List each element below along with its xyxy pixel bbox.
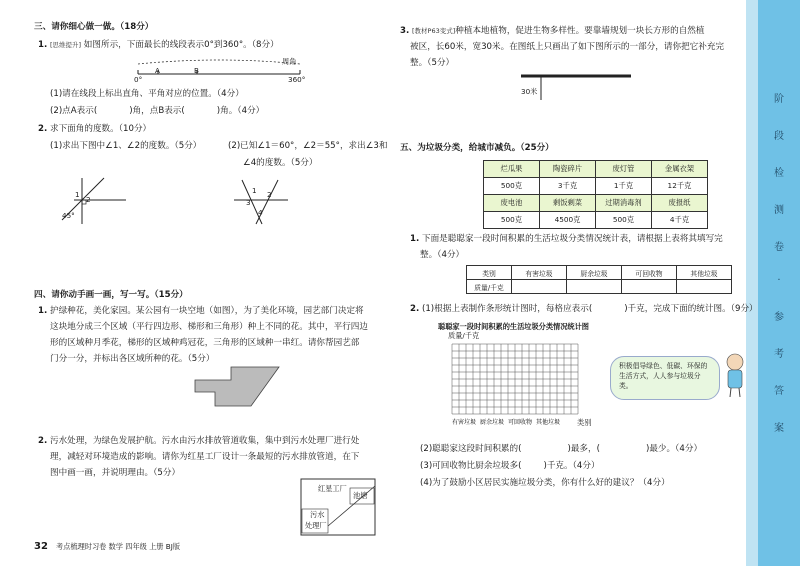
table-cell: 4500克 [540,212,596,229]
fig2-label-3: 3 [246,198,251,207]
side-char: 答 [774,386,784,397]
trash-table [483,160,708,229]
map-plant-label-1: 污水 [310,510,325,519]
s5-q2-part2 [420,444,702,456]
stat-table [466,265,732,294]
table-cell: 500克 [596,212,652,229]
r-q3-line1: 3. [教材P63变式]种植本地植物，促进生物多样性。要靠墙规划一块长方形的自然植 [400,26,705,36]
chart-title: 聪聪家一段时间积累的生活垃圾分类情况统计图 [438,322,589,331]
q2-2-c: )最少。（4分） [645,444,703,454]
table-row-label: 质量/千克 [467,280,512,294]
s4-q1-line1: 1. 护绿种花，美化家园。某公园有一块空地（如图），为了美化环境，园艺部门决定将 [38,306,364,316]
tip-bubble [610,356,720,400]
s4-q2-line3: 图中画一画，并说明理由。（5分） [50,468,181,478]
q1-part1: (1)请在线段上标出直角、平角对应的位置。（4分） [50,89,244,99]
chart-y-label: 质量/千克 [448,331,480,340]
mascot-figure [722,352,748,398]
q2-2-a: (2)聪聪家这段时间积累的( [420,444,522,454]
table-row [484,195,708,212]
section4-heading: 四、请你动手画一画，写一写。（15分） [34,290,188,300]
s3-q1: 1. [思维提升] 如图所示，下面最长的线段表示0°到360°。（8分） [38,40,279,50]
table-header-cell: 其他垃圾 [677,266,732,280]
side-char: 卷 [774,242,784,253]
garden-plot-shape [193,362,283,412]
s4-q2-line2: 理，减轻对环境造成的影响。请你为红星工厂设计一条最短的污水排放管道，在下 [50,452,360,462]
q2-part2-line2: ∠4的度数。（5分） [243,158,318,168]
side-band-light [746,0,758,566]
s5-q2-line1: 2. (1)根据上表制作条形统计图时，每格应表示( )千克，完成下面的统计图。（9分） [410,304,758,314]
table-cell: 金属衣架 [652,161,708,178]
angle-figure-2 [232,178,290,226]
r-q3-line3: 整。（5分） [410,58,455,68]
q3-text1: 种植本地植物，促进生物多样性。要靠墙规划一块长方形的自然植 [455,26,705,36]
table-row [484,178,708,195]
map-plant-label-2: 处理厂 [305,521,327,530]
side-char: 段 [774,131,784,142]
s3-q2: 2. 求下面角的度数。（10分） [38,124,152,134]
s4-q2-text1: 污水处理，为绿色发展护航。污水由污水排放管道收集，集中到污水处理厂进行处 [49,436,360,446]
table-cell: 500克 [484,178,540,195]
r-q3-line2: 被区，长60米，宽30米。在图纸上只画出了如下图所示的一部分，请你把它补充完 [410,42,725,52]
mascot-head [727,354,743,370]
tick-0-label: 0° [134,75,143,84]
s4-q1-text1: 护绿种花，美化家园。某公园有一块空地（如图），为了美化环境，园艺部门决定将 [49,306,364,316]
fig1-label-1: 1 [75,190,80,199]
tick-a-label: A [155,66,160,75]
garden-plot [195,367,279,406]
q2-2-b: )最多，( [567,444,600,454]
mascot-leg [739,388,740,397]
section3-heading: 三、请你细心做一做。（18分） [34,22,154,32]
mascot-body [728,370,742,388]
s4-q2-line1: 2. 污水处理，为绿色发展护航。污水由污水排放管道收集，集中到污水处理厂进行处 [38,436,360,446]
page-number: 32 [34,541,48,552]
table-header-cell: 有害垃圾 [512,266,567,280]
s5-q1-line1: 1. 下面是聪聪家一段时间积累的生活垃圾分类情况统计表，请根据上表将其填写完 [410,234,723,244]
answer-cell[interactable] [567,280,622,294]
table-cell: 4千克 [652,212,708,229]
side-char: 案 [774,423,784,434]
q2-part1: (1)求出下图中∠1、∠2的度数。（5分） [50,141,202,151]
table-header-cell: 厨余垃圾 [567,266,622,280]
q2-text: 求下面角的度数。（10分） [49,124,152,134]
table-cell: 废报纸 [652,195,708,212]
table-row [484,161,708,178]
s5-q1-line2: 整。（4分） [420,250,465,260]
table-cell: 过期消毒剂 [596,195,652,212]
s4-q1-line4: 门分一分，并标出各区域所种的花。（5分） [50,354,215,364]
s4-q1-line2: 这块地分成三个区域（平行四边形、梯形和三角形）种上不同的花。其中，平行四边 [50,322,368,332]
answer-cell[interactable] [512,280,567,294]
x-tick-label: 其他垃圾 [535,419,561,426]
map-pond-label: 池塘 [353,491,368,500]
chart-x-label: 类别 [577,418,592,427]
table-header-cell: 类别 [467,266,512,280]
q3-tag: [教材P63变式] [411,27,456,35]
side-char: 阶 [774,94,784,105]
fig1-label-2: 2 [86,195,91,204]
fig2-label-4: 4 [258,208,263,217]
q1-part2-b: )角，点B表示( [129,106,185,116]
fig2-label-2: 2 [267,190,272,199]
side-char: · [777,275,781,286]
q2-line1-b: )千克，完成下面的统计图。（9分） [624,304,758,314]
side-answer-key-label [770,90,788,434]
x-tick-label: 可回收物 [507,419,533,426]
map-factory-label: 红星工厂 [318,484,347,493]
side-char: 参 [774,312,784,323]
x-tick-label: 厨余垃圾 [479,419,505,426]
q1-part2-a: (2)点A表示( [50,106,98,116]
section5-heading: 五、为垃圾分类，给城市减负。（25分） [400,143,554,153]
answer-cell[interactable] [677,280,732,294]
table-cell: 废电池 [484,195,540,212]
table-cell: 1千克 [596,178,652,195]
table-cell: 废灯管 [596,161,652,178]
table-cell: 12千克 [652,178,708,195]
q2-line1-a: (1)根据上表制作条形统计图时，每格应表示( [421,304,593,314]
side-char: 测 [774,205,784,216]
s5-q2-part3 [420,461,600,473]
table-cell: 3千克 [540,178,596,195]
q1-part2 [50,106,264,118]
q2-3-a: (3)可回收物比厨余垃圾多( [420,461,522,471]
line-label: 周角 [282,57,297,66]
table-cell: 500克 [484,212,540,229]
table-row [484,212,708,229]
arc-brace [138,60,300,64]
fig2-label-1: 1 [252,186,257,195]
s4-q1-line3: 形的区域种月季花，梯形的区域种鸡冠花，三角形的区域种一串红。请你帮园艺部 [50,338,360,348]
table-cell: 陶瓷碎片 [540,161,596,178]
angle-45-label: 45° [62,211,75,220]
side-char: 考 [774,349,784,360]
q2-part2-line1: (2)已知∠1＝60°，∠2＝55°，求出∠3和 [228,141,388,151]
table-cell: 烂瓜果 [484,161,540,178]
s5-q1-text1: 下面是聪聪家一段时间积累的生活垃圾分类情况统计表，请根据上表将其填写完 [421,234,723,244]
side-char: 检 [774,168,784,179]
x-tick-label: 有害垃圾 [451,419,477,426]
wall-30m-label: 30米 [521,87,538,96]
table-cell: 剩饭剩菜 [540,195,596,212]
tip-text: 积极倡导绿色、低碳、环保的生活方式，人人参与垃圾分类。 [619,362,708,391]
table-row [467,266,732,280]
q1-text: 如图所示，下面最长的线段表示0°到360°。（8分） [83,40,279,50]
tick-b-label: B [194,66,199,75]
footer-text: 考点梳理时习卷 数学 四年级 上册 BJ版 [56,542,181,551]
q1-part2-c: )角。（4分） [216,106,265,116]
tick-360-label: 360° [288,75,306,84]
s5-q2-part4: (4)为了鼓励小区居民实施垃圾分类，你有什么好的建议？（4分） [420,478,670,488]
q1-tag: [思维提升] [49,41,82,49]
table-header-cell: 可回收物 [622,266,677,280]
answer-cell[interactable] [622,280,677,294]
mascot-leg [730,388,731,397]
q2-3-b: )千克。（4分） [543,461,600,471]
table-row [467,280,732,294]
